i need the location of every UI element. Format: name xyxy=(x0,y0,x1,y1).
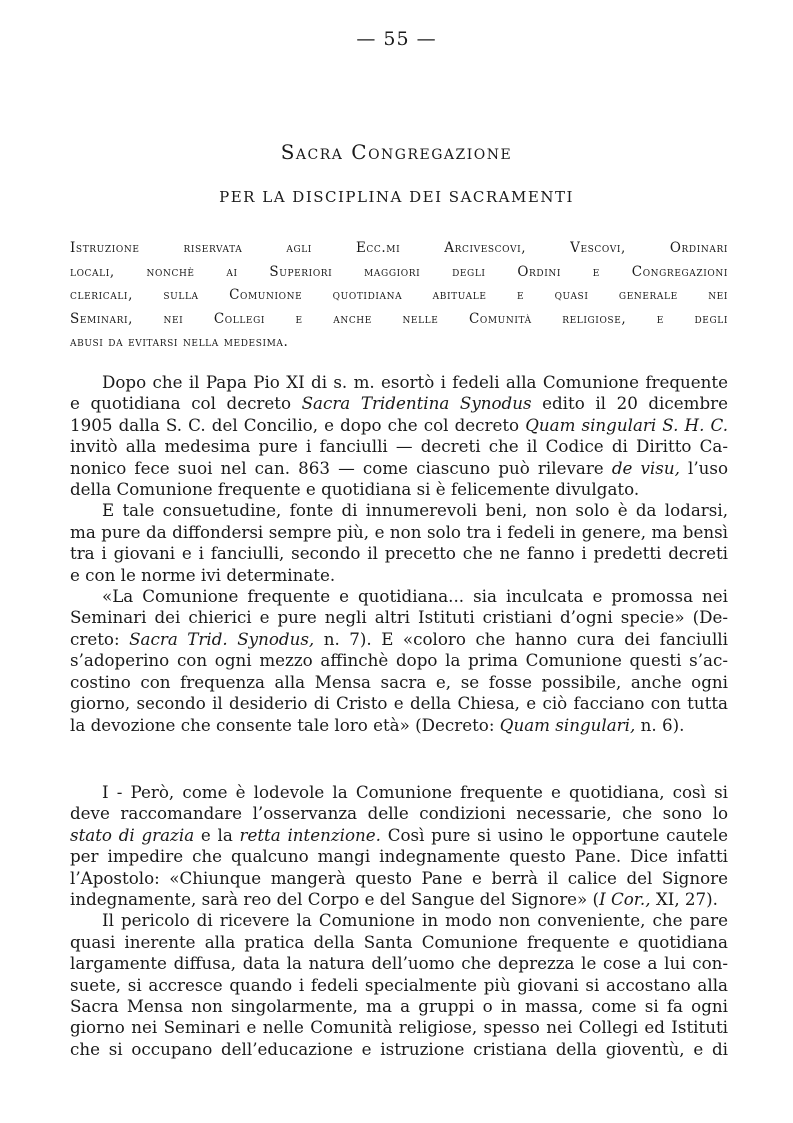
heading-line: abusi da evitarsi nella medesima. xyxy=(70,334,289,350)
text-line: creto: Sacra Trid. Synodus, n. 7). E «coloro che hanno cura dei fanciulli xyxy=(70,628,728,649)
body-section-1 xyxy=(70,372,728,736)
page-number: — 55 — xyxy=(356,28,437,50)
heading-line: locali, nonchè ai Superiori maggiori degli Ordini e Congregazioni xyxy=(70,263,728,280)
text-line: l’Apostolo: «Chiunque mangerà questo Pane e berrà il calice del Signore xyxy=(70,867,728,888)
text-line: E tale consuetudine, fonte di innumerevoli beni, non solo è da lodarsi, xyxy=(102,500,728,521)
text-line: della Comunione frequente e quotidiana si è felicemente divulgato. xyxy=(70,479,640,500)
text-line: costino con frequenza alla Mensa sacra e, se fosse possibile, anche ogni xyxy=(70,671,728,692)
heading-line: Seminari, nei Collegi e anche nelle Comunità religiose, e degli xyxy=(70,310,728,327)
text-line: che si occupano dell’educazione e istruzione cristiana della gioventù, e di xyxy=(70,1038,728,1059)
page-title: Sacra Congregazione xyxy=(280,140,513,164)
text-line: Seminari dei chierici e pure negli altri Istituti cristiani d’ogni specie» (De- xyxy=(70,607,728,628)
text-line: I - Però, come è lodevole la Comunione frequente e quotidiana, così si xyxy=(102,782,728,802)
text-line: quasi inerente alla pratica della Santa Comunione frequente e quotidiana xyxy=(70,931,728,952)
text-line: indegnamente, sarà reo del Corpo e del Sangue del Signore» (I Cor., XI, 27). xyxy=(70,889,718,910)
instruction-heading xyxy=(70,237,728,355)
text-line: Sacra Mensa non singolarmente, ma a gruppi o in massa, come si fa ogni xyxy=(70,996,728,1017)
text-line: invitò alla medesima pure i fanciulli — decreti che il Codice di Diritto Ca- xyxy=(70,436,728,457)
text-line: s’adoperino con ogni mezzo affinchè dopo la prima Comunione questi s’ac- xyxy=(70,650,728,671)
text-line: Dopo che il Papa Pio XI di s. m. esortò i fedeli alla Comunione frequente xyxy=(102,372,728,392)
text-line: largamente diffusa, data la natura dell’uomo che deprezza le cose a lui con- xyxy=(70,953,728,974)
text-line: 1905 dalla S. C. del Concilio, e dopo che col decreto Quam singulari S. H. C. xyxy=(70,414,728,435)
text-line: stato di grazia e la retta intenzione. Così pure si usino le opportune cautele xyxy=(70,824,728,845)
text-line: suete, si accresce quando i fedeli specialmente più giovani si accostano alla xyxy=(70,974,728,995)
heading-line: clericali, sulla Comunione quotidiana abituale e quasi generale nei xyxy=(70,287,728,303)
text-line: e con le norme ivi determinate. xyxy=(70,564,336,585)
text-line: Il pericolo di ricevere la Comunione in modo non conveniente, che pare xyxy=(102,910,728,931)
text-line: la devozione che consente tale loro età» (Decreto: Quam singulari, n. 6). xyxy=(70,714,685,735)
text-line: deve raccomandare l’osservanza delle condizioni necessarie, che sono lo xyxy=(70,803,728,824)
text-line: per impedire che qualcuno mangi indegnamente questo Pane. Dice infatti xyxy=(70,846,728,867)
body-section-2 xyxy=(70,782,728,1060)
text-line: giorno, secondo il desiderio di Cristo e della Chiesa, e ciò facciano con tutta xyxy=(70,693,728,714)
heading-line: Istruzione riservata agli Ecc.mi Arcivescovi, Vescovi, Ordinari xyxy=(70,240,728,256)
text-line: ma pure da diffondersi sempre più, e non solo tra i fedeli in genere, ma bensì xyxy=(70,521,728,542)
text-line: «La Comunione frequente e quotidiana... sia inculcata e promossa nei xyxy=(102,586,728,607)
page-subtitle: PER LA DISCIPLINA DEI SACRAMENTI xyxy=(219,188,574,206)
text-line: tra i giovani e i fanciulli, secondo il precetto che ne fanno i predetti decreti xyxy=(70,543,728,564)
text-line: giorno nei Seminari e nelle Comunità religiose, spesso nei Collegi ed Istituti xyxy=(70,1017,728,1038)
text-line: e quotidiana col decreto Sacra Tridentina Synodus edito il 20 dicembre xyxy=(70,393,728,414)
text-line: nonico fece suoi nel can. 863 — come ciascuno può rilevare de visu, l’uso xyxy=(70,457,728,478)
